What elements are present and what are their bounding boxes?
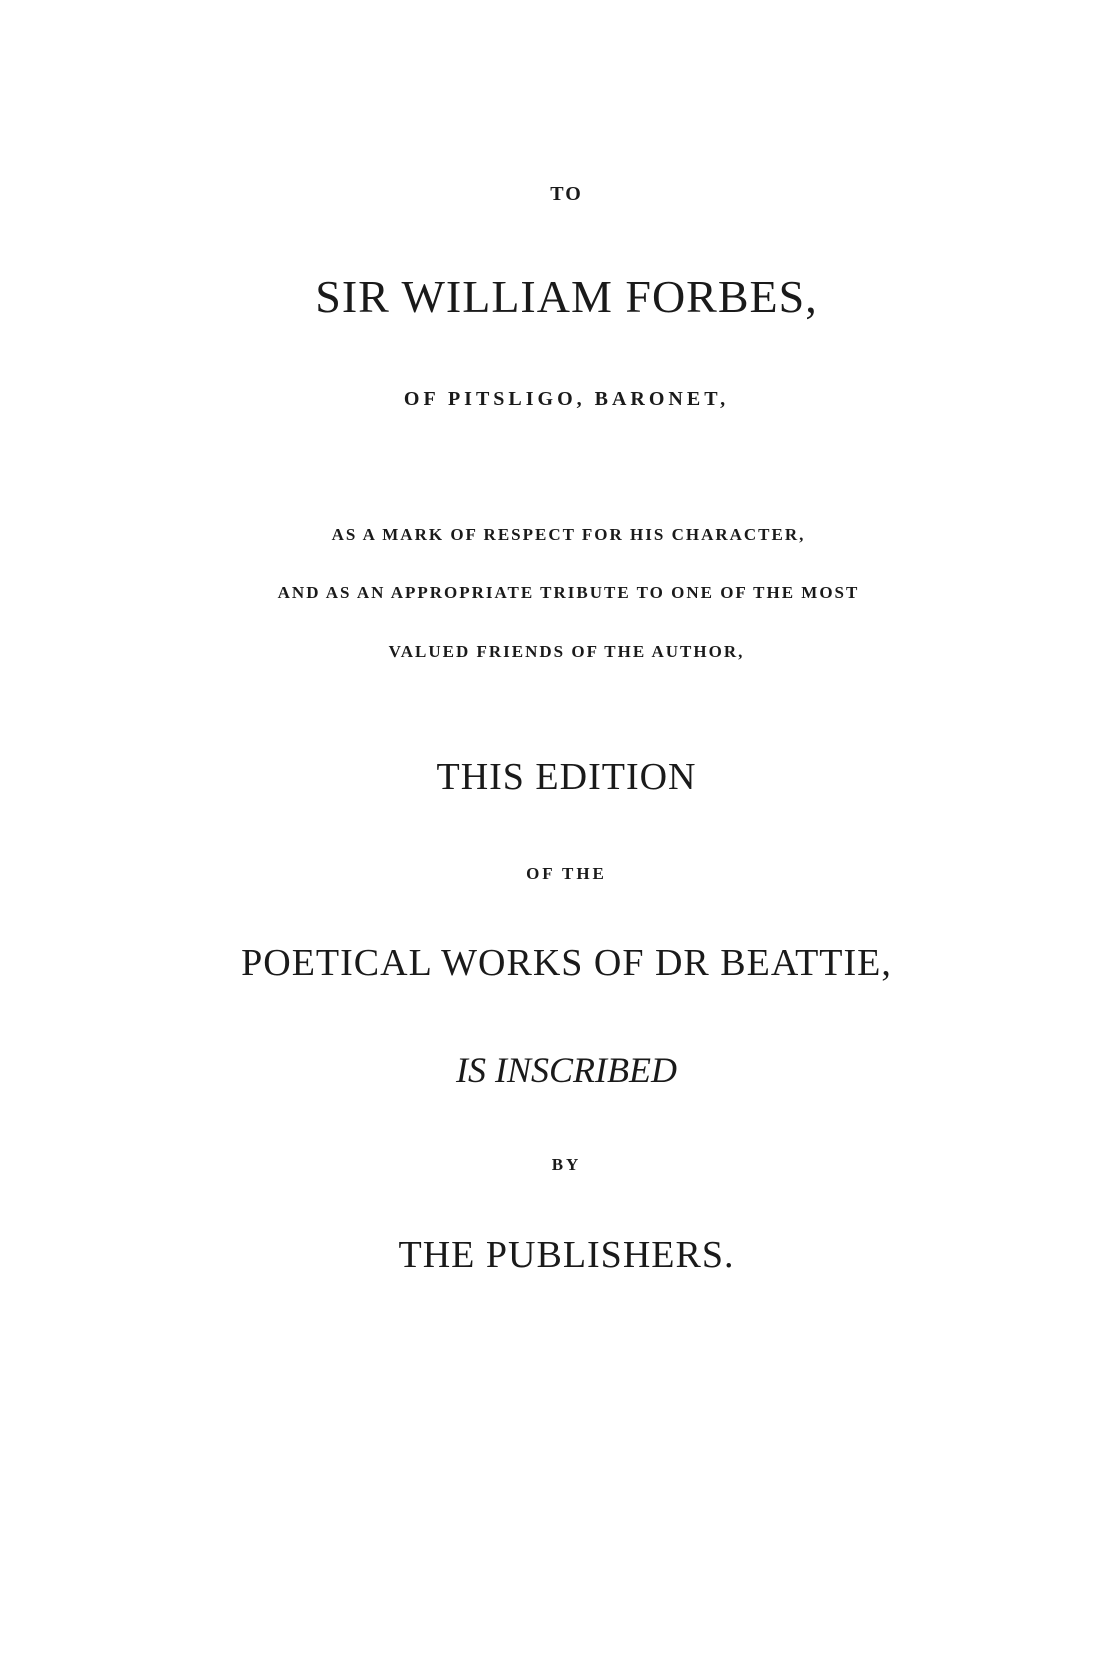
this-edition-heading: THIS EDITION	[436, 756, 697, 798]
publishers-signature: THE PUBLISHERS.	[398, 1234, 735, 1276]
is-inscribed: IS INSCRIBED	[456, 1050, 677, 1090]
dedicatee-title: OF PITSLIGO, BARONET,	[403, 388, 730, 410]
dedicatee-name: SIR WILLIAM FORBES,	[315, 271, 818, 322]
respect-line-3: VALUED FRIENDS OF THE AUTHOR,	[388, 642, 745, 661]
work-title: POETICAL WORKS OF DR BEATTIE,	[241, 942, 892, 984]
dedication-to: TO	[550, 183, 583, 205]
by-connector: BY	[551, 1155, 582, 1174]
respect-line-2: AND AS AN APPROPRIATE TRIBUTE TO ONE OF THE MOST	[277, 583, 860, 602]
respect-line-1: AS A MARK OF RESPECT FOR HIS CHARACTER,	[331, 525, 806, 544]
of-the-connector: OF THE	[526, 864, 607, 883]
